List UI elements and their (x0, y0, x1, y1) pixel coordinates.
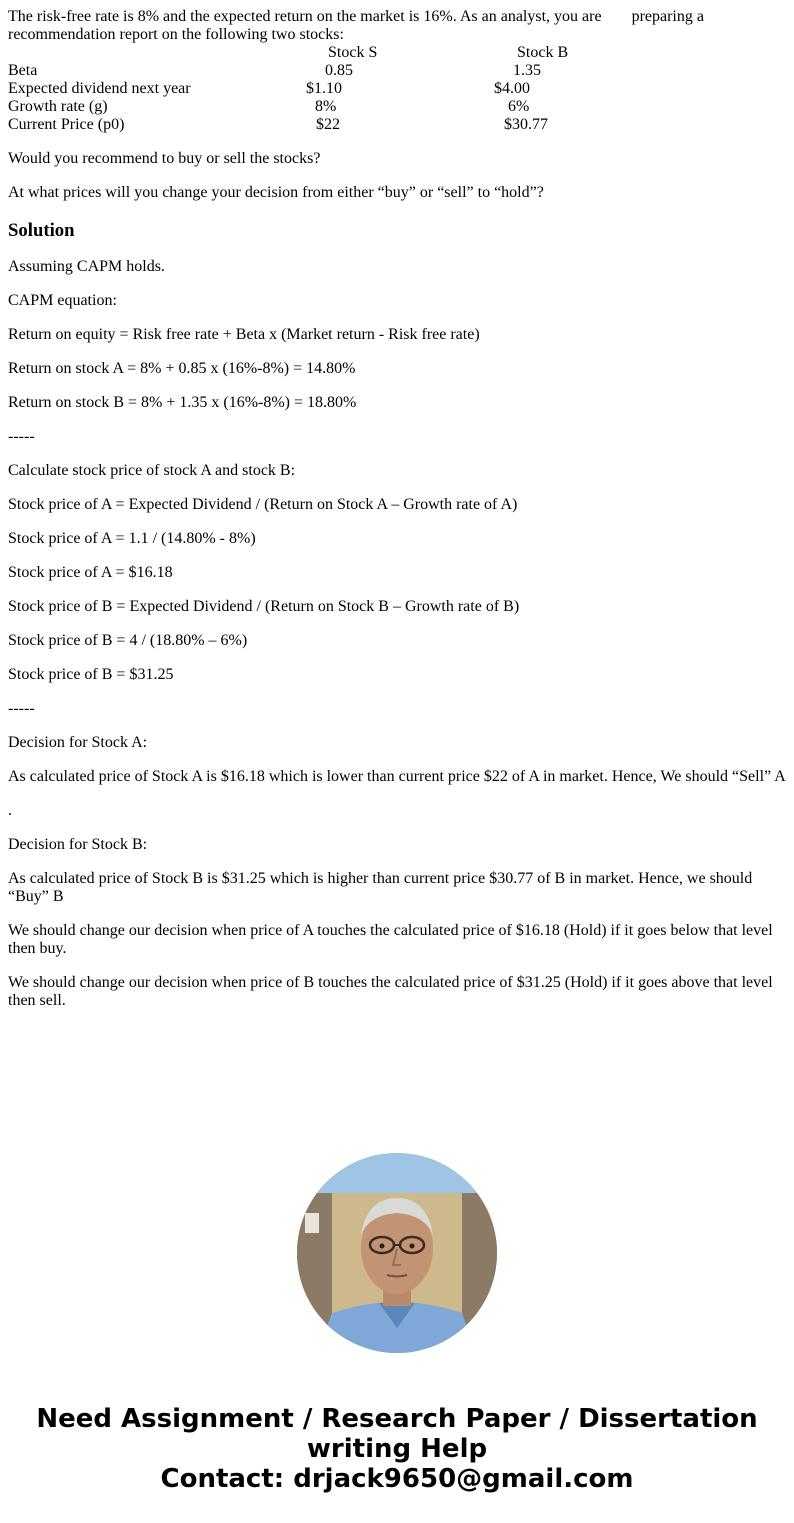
solution-paragraph: Calculate stock price of stock A and stock B: (8, 462, 296, 479)
solution-paragraph: Decision for Stock B: (8, 836, 148, 853)
solution-paragraph: Return on stock A = 8% + 0.85 x (16%-8%) = 14.80% (8, 360, 356, 377)
solution-paragraph: Return on equity = Risk free rate + Beta x (Market return - Risk free rate) (8, 326, 480, 343)
table-cell: 0.85 (325, 62, 353, 79)
document-content (8, 8, 788, 1010)
solution-paragraph: Stock price of B = Expected Dividend / (Return on Stock B – Growth rate of B) (8, 598, 520, 615)
table-row-label: Current Price (p0) (8, 116, 125, 133)
solution-paragraph: Decision for Stock A: (8, 734, 148, 751)
solution-paragraph: Return on stock B = 8% + 1.35 x (16%-8%) = 18.80% (8, 394, 357, 411)
table-cell: $22 (316, 116, 340, 133)
table-cell: $1.10 (306, 80, 342, 97)
table-header-stock-b: Stock B (517, 44, 569, 61)
solution-heading: Solution (8, 220, 75, 241)
solution-paragraph: As calculated price of Stock B is $31.25 which is higher than current price $30.77 of B in market. Hence, we should “Buy” B (8, 870, 753, 905)
question-text: Would you recommend to buy or sell the stocks? (8, 150, 321, 167)
table-row-label: Beta (8, 62, 38, 79)
question-text: At what prices will you change your decision from either “buy” or “sell” to “hold”? (8, 184, 544, 201)
solution-paragraph: Assuming CAPM holds. (8, 258, 165, 275)
author-portrait-icon (297, 1153, 497, 1353)
table-cell: $30.77 (504, 116, 548, 133)
separator: ----- (8, 700, 35, 717)
solution-paragraph: Stock price of A = Expected Dividend / (Return on Stock A – Growth rate of A) (8, 496, 518, 513)
solution-paragraph: Stock price of B = 4 / (18.80% – 6%) (8, 632, 248, 649)
table-header-stock-s: Stock S (328, 44, 378, 61)
solution-paragraph: . (8, 802, 12, 819)
question-intro-text-end: preparing a (631, 8, 704, 25)
solution-paragraph: CAPM equation: (8, 292, 117, 309)
footer-help-text: Need Assignment / Research Paper / Dissertation writing Help (36, 1404, 758, 1464)
question-intro-text-2: recommendation report on the following two stocks: (8, 26, 344, 43)
table-cell: 1.35 (513, 62, 541, 79)
table-cell: $4.00 (494, 80, 530, 97)
question-intro-text: The risk-free rate is 8% and the expected return on the market is 16%. As an analyst, you are (8, 8, 602, 25)
table-row-label: Expected dividend next year (8, 80, 191, 97)
solution-paragraph: We should change our decision when price of A touches the calculated price of $16.18 (Hold) if it goes below that level then buy. (8, 922, 773, 957)
stock-table (8, 44, 788, 134)
question-intro (8, 8, 788, 44)
table-row-label: Growth rate (g) (8, 98, 108, 115)
footer-contact: Contact: drjack9650@gmail.com (160, 1464, 634, 1494)
solution-paragraph: Stock price of A = 1.1 / (14.80% - 8%) (8, 530, 256, 547)
table-cell: 8% (315, 98, 337, 115)
solution-paragraph: As calculated price of Stock A is $16.18 which is lower than current price $22 of A in market. Hence, We should “Sell” A (8, 768, 786, 785)
solution-paragraph: Stock price of B = $31.25 (8, 666, 174, 683)
footer-banner (0, 1404, 794, 1494)
table-cell: 6% (508, 98, 530, 115)
separator: ----- (8, 428, 35, 445)
author-avatar (297, 1153, 497, 1353)
solution-paragraph: We should change our decision when price of B touches the calculated price of $31.25 (Hold) if it goes above that level then sell. (8, 974, 773, 1009)
solution-paragraph: Stock price of A = $16.18 (8, 564, 173, 581)
